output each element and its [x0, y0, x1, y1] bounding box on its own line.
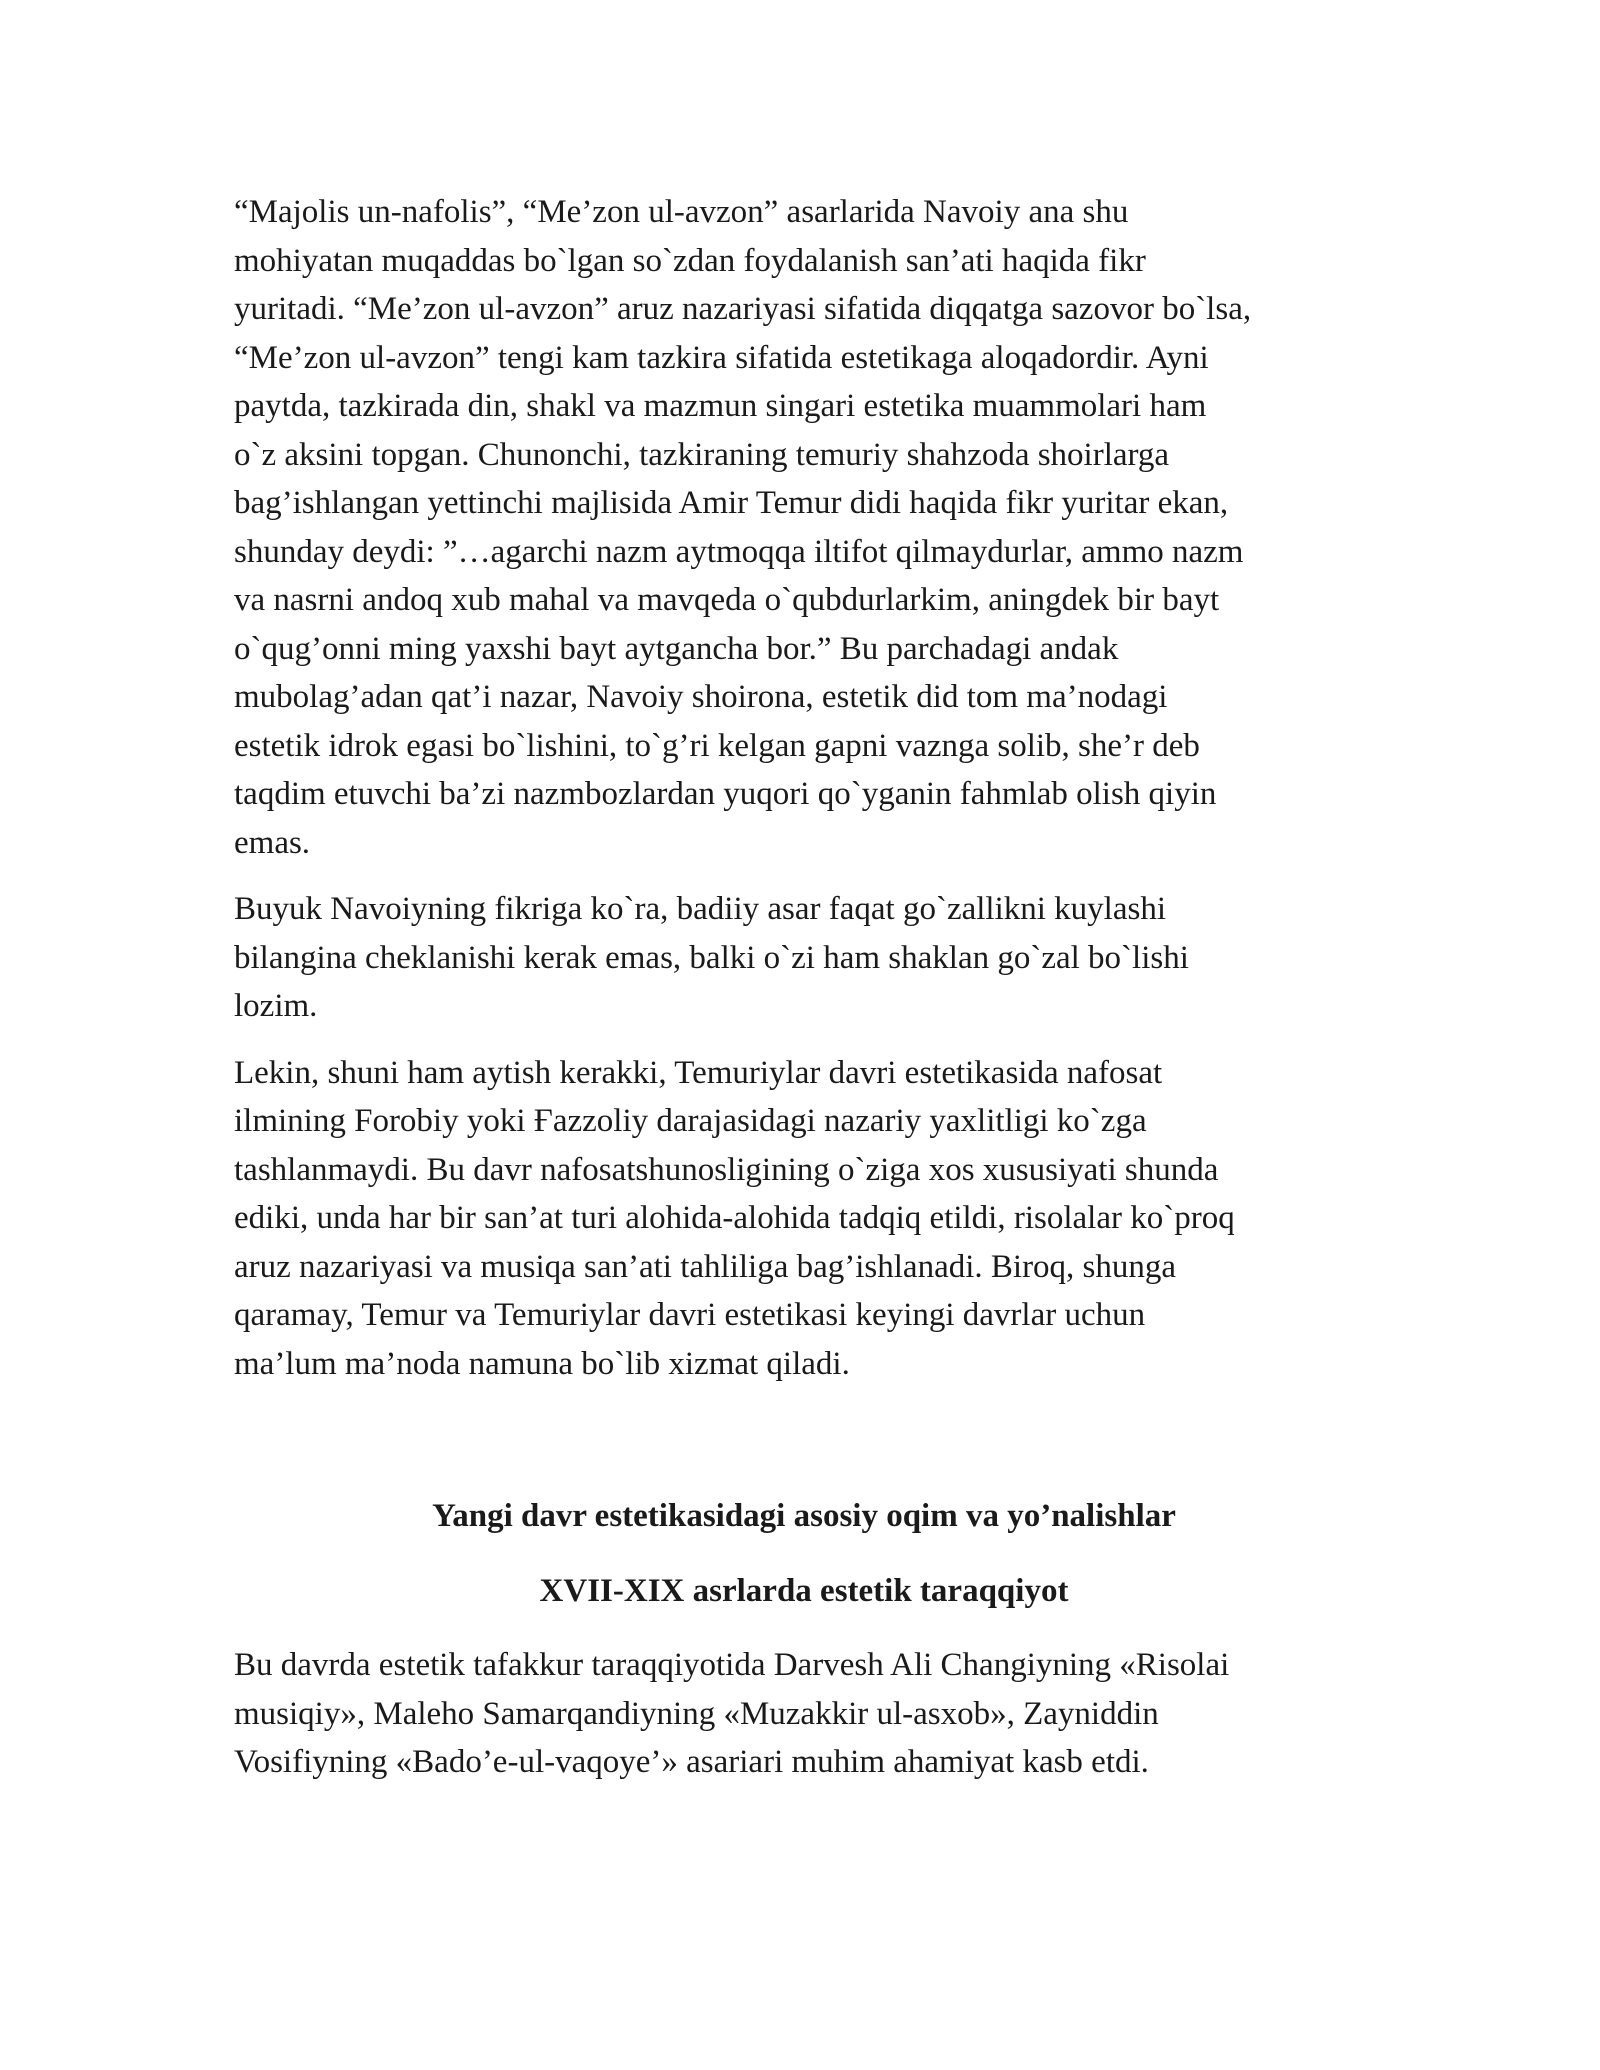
- paragraph-17-19-centuries: Bu davrda estetik tafakkur taraqqiyotida Darvesh Ali Changiyning «Risolai musiqiy», Maleho Samarqandiyning «Muzakkir ul-asxob», Zayniddin Vosifiyning «Bado’e-ul-vaqoye’» asariari muhim ahamiyat kasb etdi.: [234, 1647, 1230, 1780]
- paragraph-navoiy-majolis: “Majolis un-nafolis”, “Me’zon ul-avzon” asarlarida Navoiy ana shu mohiyatan muqaddas bo`lgan so`zdan foydalanish san’ati haqida fikr yuritadi. “Me’zon ul-avzon” aruz nazariyasi sifatida diqqatga sazovor bo`lsa, “Me’zon ul-avzon” tengi kam tazkira sifatida estetikaga aloqadordir. Ayni paytda, tazkirada din, shakl va mazmun singari estetika muammolari ham o`z aksini topgan. Chunonchi, tazkiraning temuriy shahzoda shoirlarga bag’ishlangan yettinchi majlisida Amir Temur didi haqida fikr yuritar ekan, shunday deydi: ”…agarchi nazm aytmoqqa iltifot qilmaydurlar, ammo nazm va nasrni andoq xub mahal va mavqeda o`qubdurlarkim, aningdek bir bayt o`qug’onni ming yaxshi bayt aytgancha bor.” Bu parchadagi andak mubolag’adan qat’i nazar, Navoiy shoirona, estetik did tom ma’nodagi estetik idrok egasi bo`lishini, to`g’ri kelgan gapni vaznga solib, she’r deb taqdim etuvchi ba’zi nazmbozlardan yuqori qo`yganin fahmlab olish qiyin emas.: [234, 194, 1252, 861]
- paragraph-navoiy-beauty: Buyuk Navoiyning fikriga ko`ra, badiiy asar faqat go`zallikni kuylashi bilangina cheklanishi kerak emas, balki o`zi ham shaklan go`zal bo`lishi lozim.: [234, 891, 1189, 1024]
- paragraph-temurid-aesthetics: Lekin, shuni ham aytish kerakki, Temuriylar davri estetikasida nafosat ilmining Forobiy yoki Ғazzoliy darajasidagi nazariy yaxlitligi ko`zga tashlanmaydi. Bu davr nafosatshunosligining o`ziga xos xususiyati shunda ediki, unda har bir san’at turi alohida-alohida tadqiq etildi, risolalar ko`proq aruz nazariyasi va musiqa san’ati tahliliga bag’ishlanadi. Biroq, shunga qaramay, Temur va Temuriylar davri estetikasi keyingi davrlar uchun ma’lum ma’noda namuna bo`lib xizmat qiladi.: [234, 1054, 1235, 1382]
- section-heading: Yangi davr estetikasidagi asosiy oqim va yo’nalishlar: [432, 1498, 1176, 1534]
- section-subheading: XVII-XIX asrlarda estetik taraqqiyot: [539, 1572, 1069, 1609]
- document-body: [234, 188, 1374, 1787]
